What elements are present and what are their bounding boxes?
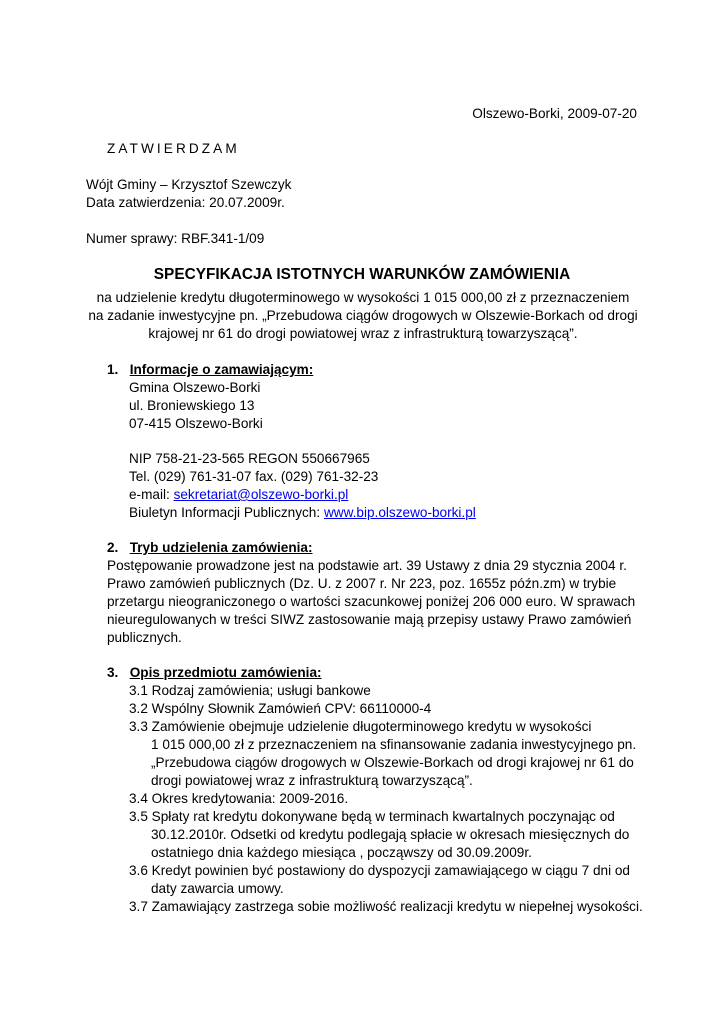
section-2-line: Prawo zamówień publicznych (Dz. U. z 2007 r. Nr 223, poz. 1655z późn.zm) w trybie [107,576,617,591]
section-title: Tryb udzielenia zamówienia: [129,540,313,555]
org-bip-line [129,504,476,522]
section-3-item: 3.6 Kredyt powinien być postawiony do dyspozycji zamawiającego w ciągu 7 dni od [129,863,630,878]
section-3-item-continuation: 1 015 000,00 zł z przeznaczeniem na sfinansowanie zadania inwestycyjnego pn. [151,737,637,752]
document-subtitle [70,289,656,343]
org-street: ul. Broniewskiego 13 [129,398,255,413]
org-email-line [129,486,348,504]
section-2-line: nieuregulowanych w treści SIWZ zastosowanie mają przepisy ustawy Prawo zamówień [107,612,632,627]
section-2-line: Postępowanie prowadzone jest na podstawie art. 39 Ustawy z dnia 29 stycznia 2004 r. [107,558,627,573]
section-3-heading [107,664,322,682]
section-3-item: 3.2 Wspólny Słownik Zamówień CPV: 66110000-4 [129,701,432,716]
section-3-item: 3.7 Zamawiający zastrzega sobie możliwość realizacji kredytu w niepełnej wysokości. [129,899,643,914]
section-3-item: 3.1 Rodzaj zamówienia; usługi bankowe [129,683,371,698]
section-number: 1. [107,362,119,377]
section-3-item: 3.5 Spłaty rat kredytu dokonywane będą w terminach kwartalnych poczynając od [129,809,615,824]
approval-date: Data zatwierdzenia: 20.07.2009r. [86,195,285,210]
section-3-item: 3.4 Okres kredytowania: 2009-2016. [129,791,349,806]
section-number: 2. [107,540,119,555]
section-3-item-continuation: daty zawarcia umowy. [151,881,284,896]
org-nip-regon: NIP 758-21-23-565 REGON 550667965 [129,451,370,466]
mayor-name: Wójt Gminy – Krzysztof Szewczyk [86,177,292,192]
bip-link[interactable]: www.bip.olszewo-borki.pl [323,505,476,520]
section-3-item-continuation: ostatniego dnia każdego miesiąca , począwszy od 30.09.2009r. [151,845,532,860]
org-city: 07-415 Olszewo-Borki [129,416,263,431]
email-link[interactable]: sekretariat@olszewo-borki.pl [173,487,349,502]
section-1-heading [107,361,313,379]
place-date: Olszewo-Borki, 2009-07-20 [472,106,637,121]
approval-heading: ZATWIERDZAM [107,141,240,156]
email-label: e-mail: [129,487,174,502]
subtitle-line: na zadanie inwestycyjne pn. „Przebudowa ciągów drogowych w Olszewie-Borkach od drogi [88,308,638,323]
section-title: Informacje o zamawiającym: [129,362,314,377]
bip-label: Biuletyn Informacji Publicznych: [129,505,324,520]
section-3-item-continuation: „Przebudowa ciągów drogowych w Olszewie-Borkach od drogi krajowej nr 61 do [151,755,634,770]
section-2-line: przetargu nieograniczonego o wartości szacunkowej poniżej 206 000 euro. W sprawach [107,594,636,609]
case-number: Numer sprawy: RBF.341-1/09 [86,231,265,246]
section-2-heading [107,539,313,557]
section-title: Opis przedmiotu zamówienia: [129,665,322,680]
section-3-item-continuation: 30.12.2010r. Odsetki od kredytu podlegają spłacie w okresach miesięcznych do [151,827,630,842]
org-name: Gmina Olszewo-Borki [129,380,261,395]
document-title: SPECYFIKACJA ISTOTNYCH WARUNKÓW ZAMÓWIENIA [153,266,571,283]
section-2-line: publicznych. [107,630,182,645]
org-phone-fax: Tel. (029) 761-31-07 fax. (029) 761-32-23 [129,469,379,484]
section-3-item-continuation: drogi powiatowej wraz z infrastrukturą towarzyszącą”. [151,773,473,788]
section-3-item: 3.3 Zamówienie obejmuje udzielenie długoterminowego kredytu w wysokości [129,719,592,734]
section-number: 3. [107,665,119,680]
subtitle-line: na udzielenie kredytu długoterminowego w wysokości 1 015 000,00 zł z przeznaczeniem [96,290,630,305]
subtitle-line: krajowej nr 61 do drogi powiatowej wraz z infrastrukturą towarzyszącą”. [148,326,578,341]
